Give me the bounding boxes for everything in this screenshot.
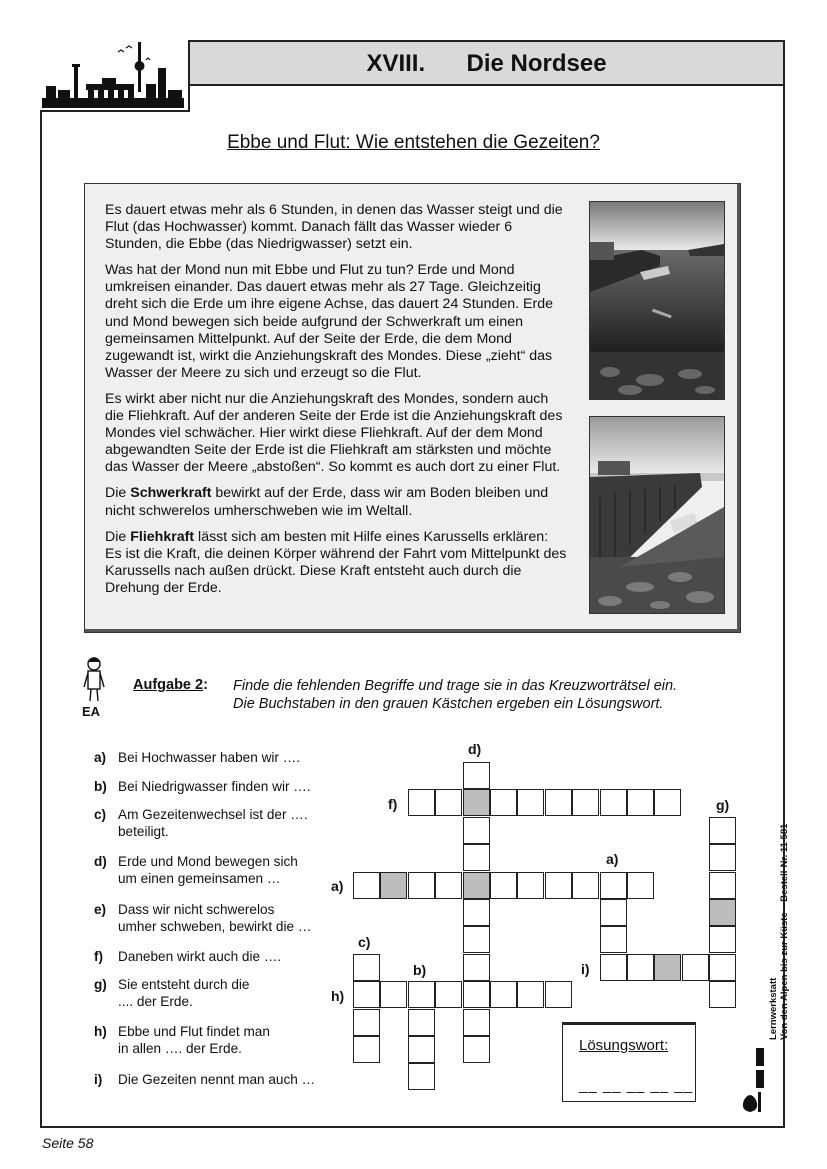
- crossword-cell[interactable]: [435, 981, 462, 1008]
- crossword-cell[interactable]: [435, 789, 462, 816]
- crossword-label-g: g): [716, 797, 730, 813]
- crossword-cell[interactable]: [463, 1009, 490, 1036]
- crossword-cell[interactable]: [709, 954, 736, 981]
- info-text-box: [84, 183, 741, 633]
- crossword-cell[interactable]: [627, 954, 654, 981]
- crossword-cell[interactable]: [408, 1063, 435, 1090]
- crossword-cell[interactable]: [408, 1036, 435, 1063]
- crossword-cell[interactable]: [408, 1009, 435, 1036]
- crossword-cell[interactable]: [545, 981, 572, 1008]
- crossword-cell[interactable]: [408, 981, 435, 1008]
- clue-b: b) Bei Niedrigwasser finden wir ….: [94, 779, 311, 794]
- crossword-cell[interactable]: [353, 954, 380, 981]
- crossword-cell[interactable]: [600, 926, 627, 953]
- paragraph-tides-duration: Es dauert etwas mehr als 6 Stunden, in denen das Wasser steigt und die Flut (das Hochwasser) kommt. Danach fällt das Wasser wieder 6 Stunden, die Ebbe (das Niedrigwasser) setzt ein.: [105, 202, 563, 253]
- crossword-cell[interactable]: [545, 872, 572, 899]
- crossword-cell[interactable]: [545, 789, 572, 816]
- task-mode-label: EA: [82, 704, 101, 719]
- crossword-cell[interactable]: [463, 981, 490, 1008]
- crossword-cell[interactable]: [600, 899, 627, 926]
- crossword-cell[interactable]: [353, 981, 380, 1008]
- photo-harbour-high-tide: [589, 201, 725, 400]
- clue-e: e) Dass wir nicht schwerelos umher schweben, bewirkt die …: [94, 902, 312, 934]
- crossword-cell[interactable]: [709, 981, 736, 1008]
- crossword-cell[interactable]: [353, 872, 380, 899]
- crossword-cell[interactable]: [600, 954, 627, 981]
- crossword-cell[interactable]: [463, 899, 490, 926]
- clue-i: i) Die Gezeiten nennt man auch …: [94, 1072, 316, 1087]
- crossword-label-d: d): [468, 741, 482, 757]
- city-skyline-logo: [40, 40, 190, 112]
- crossword-cell[interactable]: [353, 1036, 380, 1063]
- info-paragraphs: [105, 202, 568, 606]
- paragraph-moon: Was hat der Mond nun mit Ebbe und Flut zu tun? Erde und Mond umkreisen einander. Das dauert etwas mehr als 27 Tage. Gleichzeitig dreht sich die Erde um ihre eigene Achse, das dauert 24 Stunden. Erde und Mond bewegen sich beide aufgrund der Schwerkraft um einen gemeinsamen Mittelpunkt. Auf der Seite der Erde, die dem Mond zugewandt ist, wirkt die Anziehungskraft des Mondes. Diese „zieht“ das Wasser der Meere zu sich und erzeugt so die Flut.: [105, 262, 553, 381]
- crossword-cell-shaded[interactable]: [463, 872, 490, 899]
- crossword-cell[interactable]: [682, 954, 709, 981]
- crossword-cell[interactable]: [627, 872, 654, 899]
- solution-word-box: [562, 1022, 696, 1102]
- crossword-cell[interactable]: [463, 762, 490, 789]
- solution-label: Lösungswort:: [579, 1037, 669, 1054]
- crossword-label-h: h): [331, 988, 345, 1004]
- crossword-label-a-top: a): [606, 851, 619, 867]
- crossword-cell[interactable]: [408, 872, 435, 899]
- crossword-cell-shaded[interactable]: [654, 954, 681, 981]
- crossword-cell-shaded[interactable]: [463, 789, 490, 816]
- crossword-label-a: a): [331, 878, 344, 894]
- crossword-cell[interactable]: [435, 872, 462, 899]
- photo-harbour-low-tide: [589, 416, 725, 614]
- clue-f: f) Daneben wirkt auch die ….: [94, 949, 282, 964]
- paragraph-carousel: Die Fliehkraft lässt sich am besten mit Hilfe eines Karussells erklären: Es ist die Kraft, die deinen Körper während der Fahrt vom Mittelpunkt des Karussells nach außen drückt. Diese Kraft entsteht auch durch die Drehung der Erde.: [105, 528, 567, 596]
- crossword-cell[interactable]: [572, 789, 599, 816]
- clue-g: g) Sie entsteht durch die .... der Erde.: [94, 977, 250, 1009]
- crossword-cell[interactable]: [380, 981, 407, 1008]
- crossword-cell[interactable]: [490, 981, 517, 1008]
- crossword-cell-shaded[interactable]: [380, 872, 407, 899]
- page-number: Seite 58: [42, 1135, 94, 1151]
- crossword-cell[interactable]: [463, 926, 490, 953]
- paragraph-gravity: Die Schwerkraft bewirkt auf der Erde, dass wir am Boden bleiben und nicht schwerelos umherschweben wie im Weltall.: [105, 485, 549, 519]
- clue-d: d) Erde und Mond bewegen sich um einen gemeinsamen …: [94, 854, 298, 886]
- chapter-title: Die Nordsee: [466, 50, 607, 77]
- crossword-cell[interactable]: [709, 817, 736, 844]
- paragraph-centrifugal-force: Es wirkt aber nicht nur die Anziehungskraft des Mondes, sondern auch die Fliehkraft. Auf der anderen Seite der Erde ist die Anziehungskraft des Mondes viel schwächer. Hier wirkt diese Fliehkraft. Auf der dem Mond abgewandten Seite der Erde ist die Fliehkraft am stärksten und möchte das Wasser der Meere „abstoßen“. So kommt es auch dort zu einer Flut.: [105, 390, 563, 476]
- crossword-label-f: f): [388, 796, 398, 812]
- publisher-side-note: [768, 824, 790, 1040]
- crossword-cell[interactable]: [517, 872, 544, 899]
- publisher-logo-icon: [740, 1046, 766, 1114]
- task-line-2: Die Buchstaben in den grauen Kästchen ergeben ein Lösungswort.: [233, 696, 664, 712]
- crossword-cell[interactable]: [353, 1009, 380, 1036]
- solution-blanks[interactable]: __ __ __ __ __: [579, 1077, 694, 1094]
- crossword-cell[interactable]: [490, 789, 517, 816]
- task-number: Aufgabe 2:: [133, 677, 208, 693]
- crossword-cell[interactable]: [463, 817, 490, 844]
- crossword-cell[interactable]: [463, 1036, 490, 1063]
- chapter-number: XVIII.: [366, 50, 426, 77]
- crossword-cell[interactable]: [654, 789, 681, 816]
- crossword-cell[interactable]: [600, 789, 627, 816]
- task-instructions: [233, 677, 677, 713]
- clue-h: h) Ebbe und Flut findet man in allen …. der Erde.: [94, 1024, 270, 1056]
- side-note-line-1: Lernwerkstatt: [768, 977, 779, 1040]
- clue-a: a) Bei Hochwasser haben wir ….: [94, 750, 301, 765]
- crossword-cell[interactable]: [463, 954, 490, 981]
- task-line-1: Finde die fehlenden Begriffe und trage sie in das Kreuzworträtsel ein.: [233, 678, 678, 694]
- clue-c: c) Am Gezeitenwechsel ist der …. beteiligt.: [94, 807, 308, 839]
- term-centrifugal: Fliehkraft: [130, 528, 195, 545]
- crossword-cell[interactable]: [627, 789, 654, 816]
- crossword-cell[interactable]: [463, 844, 490, 871]
- crossword-cell-shaded[interactable]: [709, 899, 736, 926]
- crossword-cell[interactable]: [709, 872, 736, 899]
- crossword-label-c: c): [358, 934, 371, 950]
- crossword-cell[interactable]: [600, 872, 627, 899]
- crossword-label-i: i): [581, 961, 590, 977]
- skyline-icon: [40, 40, 186, 108]
- crossword-cell[interactable]: [490, 872, 517, 899]
- side-note-line-2: Von den Alpen bis zur Küste – Bestell-Nr. 11 581: [779, 823, 790, 1040]
- crossword-cell[interactable]: [517, 981, 544, 1008]
- page-title: [190, 50, 783, 78]
- crossword-label-b: b): [413, 962, 427, 978]
- crossword-cell[interactable]: [408, 789, 435, 816]
- term-gravity: Schwerkraft: [130, 485, 212, 502]
- section-heading: Ebbe und Flut: Wie entstehen die Gezeiten?: [227, 132, 600, 153]
- crossword-cell[interactable]: [709, 844, 736, 871]
- crossword-cell[interactable]: [572, 872, 599, 899]
- crossword-cell[interactable]: [709, 926, 736, 953]
- crossword-cell[interactable]: [517, 789, 544, 816]
- header-bar: [190, 42, 783, 86]
